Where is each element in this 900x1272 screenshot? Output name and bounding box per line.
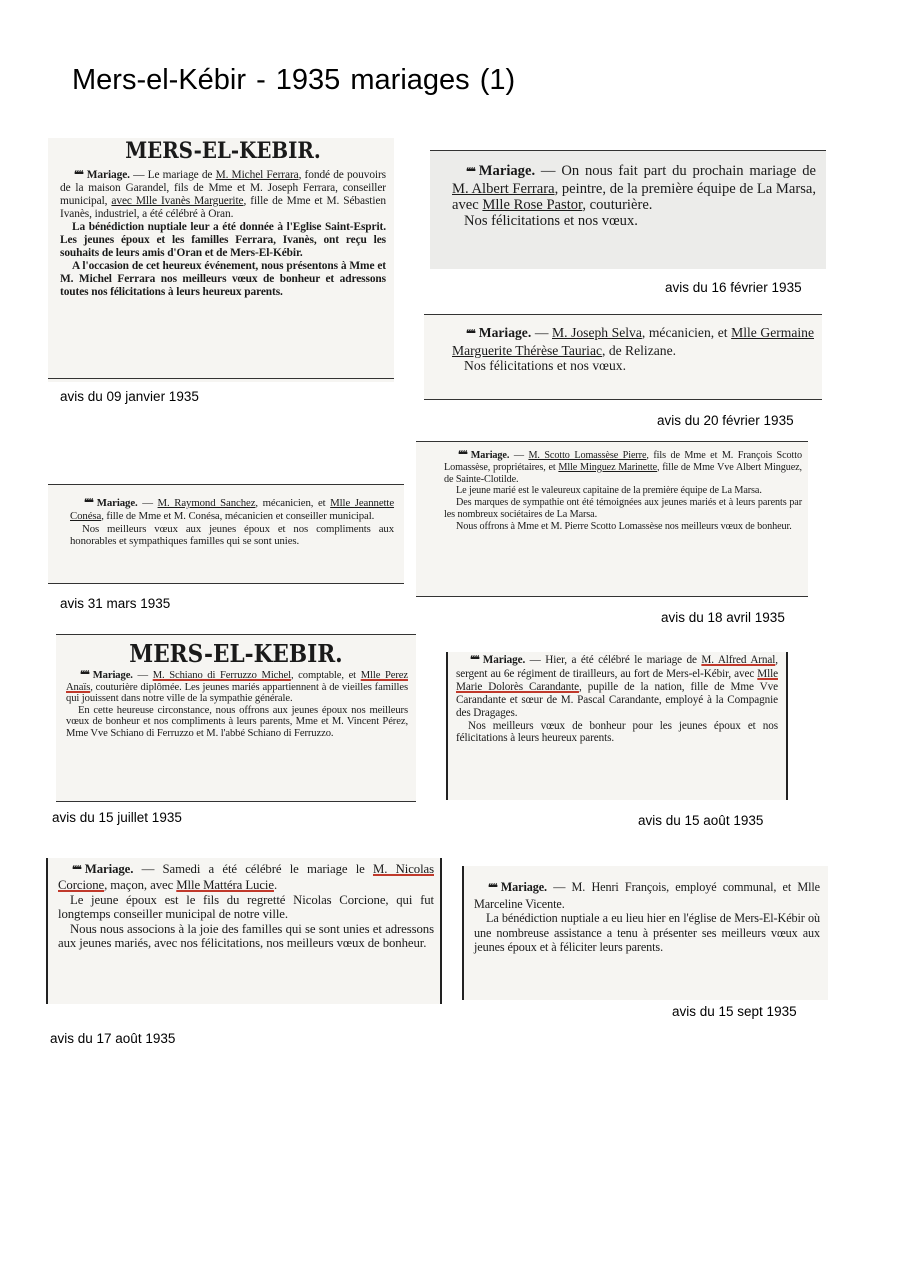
clipping-4-groom: M. Scotto Lomassèse Pierre [528, 450, 647, 461]
clipping-1-para-2: La bénédiction nuptiale leur a été donnée à l'Eglise Saint-Esprit. Les jeunes époux et les familles Ferrara, Ivanès, ont reçu les souhaits de leurs amis d'Oran et de Mers-El-Kébir. [60, 221, 386, 259]
clipping-8-bride: Mlle Mattéra Lucie [176, 878, 274, 893]
clipping-4-para-2: Le jeune marié est le valeureux capitaine de la première équipe de La Marsa. [456, 485, 762, 497]
clipping-6 [56, 634, 416, 802]
clipping-4-bride: Mlle Minguez Marinette [558, 461, 658, 473]
page-title: Mers-el-Kébir - 1935 mariages (1) [72, 64, 516, 96]
clipping-2-text [430, 151, 826, 229]
clipping-2-para-2: Nos félicitations et nos vœux. [464, 213, 638, 229]
clipping-4-text-a: — [509, 450, 529, 461]
clipping-8-lead: Mariage. [84, 862, 134, 876]
clipping-5-text-c: , fille de Mme et M. Conésa, mécanicien et conseiller municipal. [101, 510, 375, 523]
clipping-4-text [416, 442, 808, 533]
clipping-7 [446, 652, 788, 800]
clipping-6-bride: Mlle Perez Anaïs [66, 670, 408, 693]
clipping-9-mark: ❝❝ [488, 883, 497, 894]
clipping-7-bride: Mlle Marie Dolorès Carandante [456, 667, 778, 693]
clipping-7-text-a: — Hier, a été célébré le mariage de [525, 654, 702, 666]
clipping-3-para-2: Nos félicitations et nos vœux. [464, 358, 626, 373]
clipping-4-mark: ❝❝ [458, 450, 467, 461]
clipping-6-heading: MERS-EL-KEBIR. [129, 639, 343, 668]
clipping-6-groom: M. Schiano di Ferruzzo Michel [152, 670, 291, 681]
clipping-1-groom: M. Michel Ferrara [215, 169, 299, 181]
clipping-6-para-2: En cette heureuse circonstance, nous offrons aux jeunes époux nos meilleurs vœux de bonheur et nos compliments à leurs parents, Mme et M. Vincent Pérez, Mme Vve Schiano di Ferruzzo et M. l'abbé Schiano di Ferruzzo. [66, 704, 408, 739]
clipping-8-text [48, 858, 440, 950]
clipping-5-groom: M. Raymond Sanchez [157, 497, 256, 509]
clipping-3-text-b: , mécanicien, et [641, 325, 732, 340]
clipping-5-bride: Mlle Jeannette Conésa [70, 497, 395, 523]
caption-3: avis du 20 février 1935 [657, 413, 794, 428]
clipping-6-text-a: — [132, 670, 153, 681]
caption-4: avis du 18 avril 1935 [661, 610, 785, 625]
clipping-5-text-b: , mécanicien, et [255, 497, 331, 509]
clipping-1 [48, 138, 394, 382]
caption-2: avis du 16 février 1935 [665, 280, 802, 295]
clipping-4-lead: Mariage. [470, 450, 510, 461]
clipping-1-heading: MERS-EL-KEBIR. [125, 138, 321, 164]
clipping-1-lead: Mariage. [86, 169, 130, 181]
clipping-6-mark: ❝❝ [80, 670, 89, 681]
clipping-2-text-b: , peintre, de la première équipe de La Marsa, avec [452, 181, 816, 213]
clipping-1-bride: avec Mlle Ivanès Marguerite [111, 195, 244, 207]
clipping-4-para-4: Nous offrons à Mme et M. Pierre Scotto Lomassèse nos meilleurs vœux de bonheur. [456, 520, 792, 532]
clipping-8-groom: M. Nicolas Corcione [58, 862, 434, 893]
clipping-2 [430, 150, 826, 269]
clipping-9-para-2: La bénédiction nuptiale a eu lieu hier en l'église de Mers-El-Kébir où une nombreuse assistance a tenu à présenter ses meilleurs vœux aux jeunes époux et à féliciter leurs parents. [474, 911, 820, 955]
clipping-1-text-b: , fondé de pouvoirs de la maison Garandel, fils de Mme et M. Joseph Ferrara, conseiller municipal, [60, 169, 387, 207]
clipping-7-lead: Mariage. [482, 654, 526, 666]
clipping-3-mark: ❝❝ [466, 329, 475, 340]
clipping-3-bride: Mlle Germaine Marguerite Thérèse Tauriac [452, 325, 814, 358]
clipping-5-lead: Mariage. [96, 497, 138, 509]
clipping-8-mark: ❝❝ [72, 865, 81, 876]
clipping-8 [46, 858, 442, 1004]
clipping-5-mark: ❝❝ [84, 498, 93, 509]
clipping-7-mark: ❝❝ [470, 655, 479, 666]
clipping-6-text-b: , comptable, et [290, 670, 361, 681]
clipping-8-text-a: — Samedi a été célébré le mariage le [133, 862, 373, 876]
clipping-8-para-2: Le jeune époux est le fils du regretté Nicolas Corcione, qui fut longtemps conseiller municipal de notre ville. [58, 892, 434, 922]
clipping-9-text [464, 866, 828, 955]
clipping-4-para-3: Des marques de sympathie ont été témoignées aux jeunes mariés et à leurs parents par les nombreux sociétaires de La Marsa. [444, 497, 802, 520]
clipping-5-para-2: Nos meilleurs vœux aux jeunes époux et nos compliments aux honorables et sympathiques familles qui se sont unies. [70, 522, 394, 548]
caption-8: avis du 17 août 1935 [50, 1031, 176, 1046]
clipping-1-text-a: — Le mariage de [129, 169, 216, 181]
clipping-5-text [48, 485, 404, 548]
clipping-8-text-c: . [273, 878, 278, 893]
clipping-3-text [424, 315, 822, 374]
clipping-6-lead: Mariage. [92, 670, 133, 681]
clipping-9 [462, 866, 828, 1000]
clipping-2-mark: ❝❝ [466, 167, 475, 178]
clipping-1-text [60, 169, 386, 299]
clipping-4-text-b: , fils de Mme et M. François Scotto Lomassèse, propriétaires, et [444, 450, 802, 473]
clipping-5-text-a: — [137, 497, 158, 509]
clipping-6-text [56, 670, 416, 740]
clipping-1-text-c: , fille de Mme et M. Sébastien Ivanès, industriel, a été célébré à Oran. [60, 195, 386, 220]
clipping-2-text-a: — On nous fait part du prochain mariage de [535, 163, 816, 179]
clipping-3-groom: M. Joseph Selva [552, 325, 642, 340]
clipping-7-groom: M. Alfred Arnal [701, 654, 776, 666]
clipping-6-text-c: , couturière diplômée. Les jeunes mariés appartiennent à de vieilles familles qui jouissent dans notre ville de la sympathie générale. [66, 681, 408, 705]
clipping-2-lead: Mariage. [478, 163, 536, 179]
clipping-3-text-a: — [531, 325, 552, 340]
clipping-7-text [448, 652, 786, 745]
clipping-2-bride: Mlle Rose Pastor [482, 197, 583, 213]
clipping-2-groom: M. Albert Ferrara [452, 181, 555, 197]
clipping-8-para-3: Nous nous associons à la joie des familles qui se sont unies et adressons aux jeunes mariés, avec nos félicitations, nos meilleurs vœux de bonheur. [58, 921, 434, 951]
clipping-9-text-a: — M. Henri François, employé communal, et Mlle Marceline Vicente. [474, 880, 820, 911]
clipping-3 [424, 314, 822, 400]
clipping-1-para-3: A l'occasion de cet heureux événement, nous présentons à Mme et M. Michel Ferrara nos meilleurs vœux de bonheur et adressons toutes nos félicitations à leurs heureux parents. [60, 260, 386, 298]
caption-9: avis du 15 sept 1935 [672, 1004, 797, 1019]
clipping-8-text-b: , maçon, avec [104, 878, 177, 893]
clipping-3-lead: Mariage. [478, 325, 532, 340]
clipping-2-text-c: , couturière. [582, 197, 653, 213]
clipping-7-text-b: , sergent au 6e régiment de tirailleurs, au fort de Mers-el-Kébir, avec [456, 654, 778, 680]
clipping-7-text-c: , pupille de la nation, fille de Mme Vve Carandante et sœur de M. Pascal Carandante, employé à la Compagnie des Dragages. [456, 680, 779, 719]
clipping-7-para-2: Nos meilleurs vœux de bonheur pour les jeunes époux et nos félicitations à leurs heureux parents. [456, 719, 778, 745]
clipping-4-text-c: , fille de Mme Vve Albert Minguez, de Sainte-Clotilde. [444, 461, 803, 485]
clipping-4 [416, 441, 808, 597]
clipping-3-text-c: , de Relizane. [602, 342, 677, 358]
caption-6: avis du 15 juillet 1935 [52, 810, 182, 825]
clipping-1-mark: ❝❝ [74, 170, 83, 181]
caption-7: avis du 15 août 1935 [638, 813, 764, 828]
caption-5: avis 31 mars 1935 [60, 596, 171, 611]
clipping-9-lead: Mariage. [500, 880, 548, 894]
clipping-5 [48, 484, 404, 584]
caption-1: avis du 09 janvier 1935 [60, 389, 199, 404]
